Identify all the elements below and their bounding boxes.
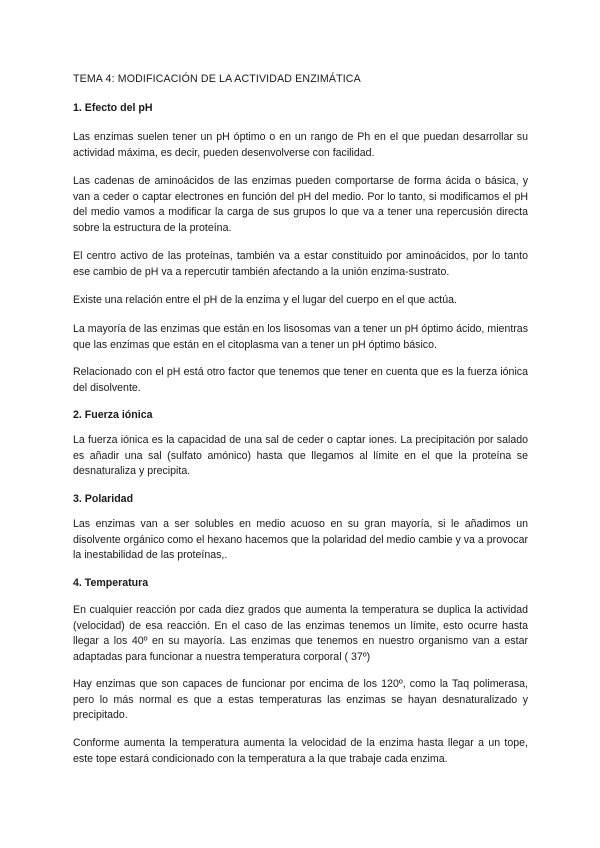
paragraph: La fuerza iónica es la capacidad de una sal de ceder o captar iones. La precipitación por salado es añadir una sal (sulfato amónico) hasta que llegamos al límite en el que la proteína se desnaturaliza y precipita. [73,434,528,477]
section-heading-temperatura: 4. Temperatura [73,577,149,589]
paragraph: La mayoría de las enzimas que están en los lisosomas van a tener un pH óptimo ácido, mientras que las enzimas que están en el citoplasma van a tener un pH óptimo básico. [73,323,528,351]
paragraph: Las cadenas de aminoácidos de las enzimas pueden comportarse de forma ácida o básica, y van a ceder o captar electrones en función del pH del medio. Por lo tanto, si modificamos el pH del medio vamos a modificar la carga de sus grupos lo que va a tener una repercusión directa sobre la estructura de la proteína. [73,175,528,234]
section-heading-fuerza-ionica: 2. Fuerza iónica [73,409,153,421]
paragraph: El centro activo de las proteínas, también va a estar constituido por aminoácidos, por lo tanto ese cambio de pH va a repercutir también afectando a la unión enzima-sustrato. [73,250,528,278]
document-title: TEMA 4: MODIFICACIÓN DE LA ACTIVIDAD ENZIMÁTICA [73,73,361,85]
paragraph: Hay enzimas que son capaces de funcionar por encima de los 120º, como la Taq polimerasa, pero lo más normal es que a estas temperaturas las enzimas se hayan desnaturalizado y precipitado. [73,678,528,721]
paragraph: Conforme aumenta la temperatura aumenta la velocidad de la enzima hasta llegar a un tope, este tope estará condicionado con la temperatura a la que trabaje cada enzima. [73,737,528,765]
paragraph: Existe una relación entre el pH de la enzima y el lugar del cuerpo en el que actúa. [73,294,457,306]
paragraph: Las enzimas van a ser solubles en medio acuoso en su gran mayoría, si le añadimos un disolvente orgánico como el hexano hacemos que la polaridad del medio cambie y va a provocar la inestabilidad de las proteínas,. [73,518,528,561]
section-heading-ph: 1. Efecto del pH [73,102,153,114]
section-heading-polaridad: 3. Polaridad [73,493,134,505]
paragraph: Relacionado con el pH está otro factor que tenemos que tener en cuenta que es la fuerza iónica del disolvente. [73,366,528,394]
paragraph: En cualquier reacción por cada diez grados que aumenta la temperatura se duplica la actividad (velocidad) de esa reacción. En el caso de las enzimas tenemos un límite, esto ocurre hasta llegar a los 40º en su mayoría. Las enzimas que tenemos en nuestro organismo van a estar adaptadas para funcionar a nuestra temperatura corporal ( 37º) [73,604,528,663]
paragraph: Las enzimas suelen tener un pH óptimo o en un rango de Ph en el que puedan desarrollar su actividad máxima, es decir, pueden desenvolverse con facilidad. [73,131,528,159]
